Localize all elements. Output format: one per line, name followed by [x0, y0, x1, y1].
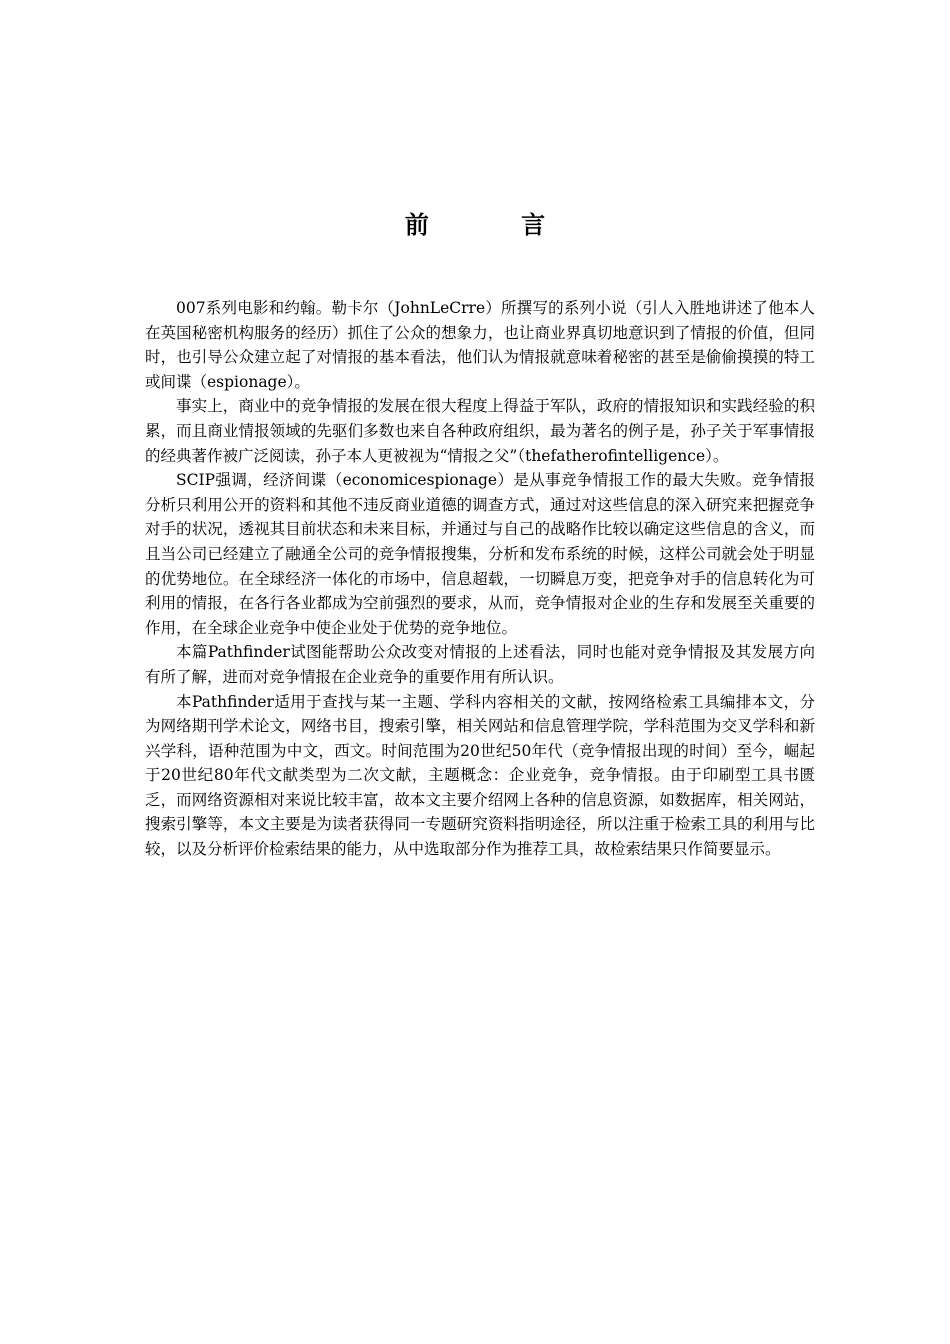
paragraph-history: 事实上，商业中的竞争情报的发展在很大程度上得益于军队，政府的情报知识和实践经验的积累，而且商业情报领域的先驱们多数也来自各种政府组织，最为著名的例子是，孙子关于军事情报的经典著作被广泛阅读，孙子本人更被视为“情报之父”（thefatherofintelligence）。 [145, 397, 815, 465]
page-title: 前 言 [404, 210, 588, 239]
paragraph-scip: SCIP强调，经济间谍（economicespionage）是从事竞争情报工作的最大失败。竞争情报分析只利用公开的资料和其他不违反商业道德的调查方式，通过对这些信息的深入研究来把握竞争对手的状况，透视其目前状态和未来目标，并通过与自己的战略作比较以确定这些信息的含义，而且当公司已经建立了融通全公司的竞争情报搜集，分析和发布系统的时候，这样公司就会处于明显的优势地位。在全球经济一体化的市场中，信息超载，一切瞬息万变，把竞争对手的信息转化为可利用的情报，在各行各业都成为空前强烈的要求，从而，竞争情报对企业的生存和发展至关重要的作用，在全球企业竞争中使企业处于优势的竞争地位。 [145, 471, 815, 637]
paragraph-scope: 本Pathfinder适用于查找与某一主题、学科内容相关的文献，按网络检索工具编排本文，分为网络期刊学术论文，网络书目，搜索引擎，相关网站和信息管理学院，学科范围为交叉学科和新兴学科，语种范围为中文，西文。时间范围为20世纪50年代（竞争情报出现的时间）至今，崛起于20世纪80年代文献类型为二次文献，主题概念：企业竞争，竞争情报。由于印刷型工具书匮乏，而网络资源相对来说比较丰富，故本文主要介绍网上各种的信息资源，如数据库，相关网站，搜索引擎等，本文主要是为读者获得同一专题研究资料指明途径，所以注重于检索工具的利用与比较，以及分析评价检索结果的能力，从中选取部分作为推荐工具，故检索结果只作简要显示。 [145, 692, 815, 859]
paragraph-intro: 007系列电影和约翰。勒卡尔（JohnLeCrre）所撰写的系列小说（引人入胜地讲述了他本人在英国秘密机构服务的经历）抓住了公众的想象力，也让商业界真切地意识到了情报的价值，但同时，也引导公众建立起了对情报的基本看法，他们认为情报就意味着秘密的甚至是偷偷摸摸的特工或间谍（espionage）。 [145, 299, 815, 391]
document-body [145, 296, 815, 862]
paragraph-purpose: 本篇Pathfinder试图能帮助公众改变对情报的上述看法，同时也能对竞争情报及其发展方向有所了解，进而对竞争情报在企业竞争的重要作用有所认识。 [145, 643, 815, 686]
